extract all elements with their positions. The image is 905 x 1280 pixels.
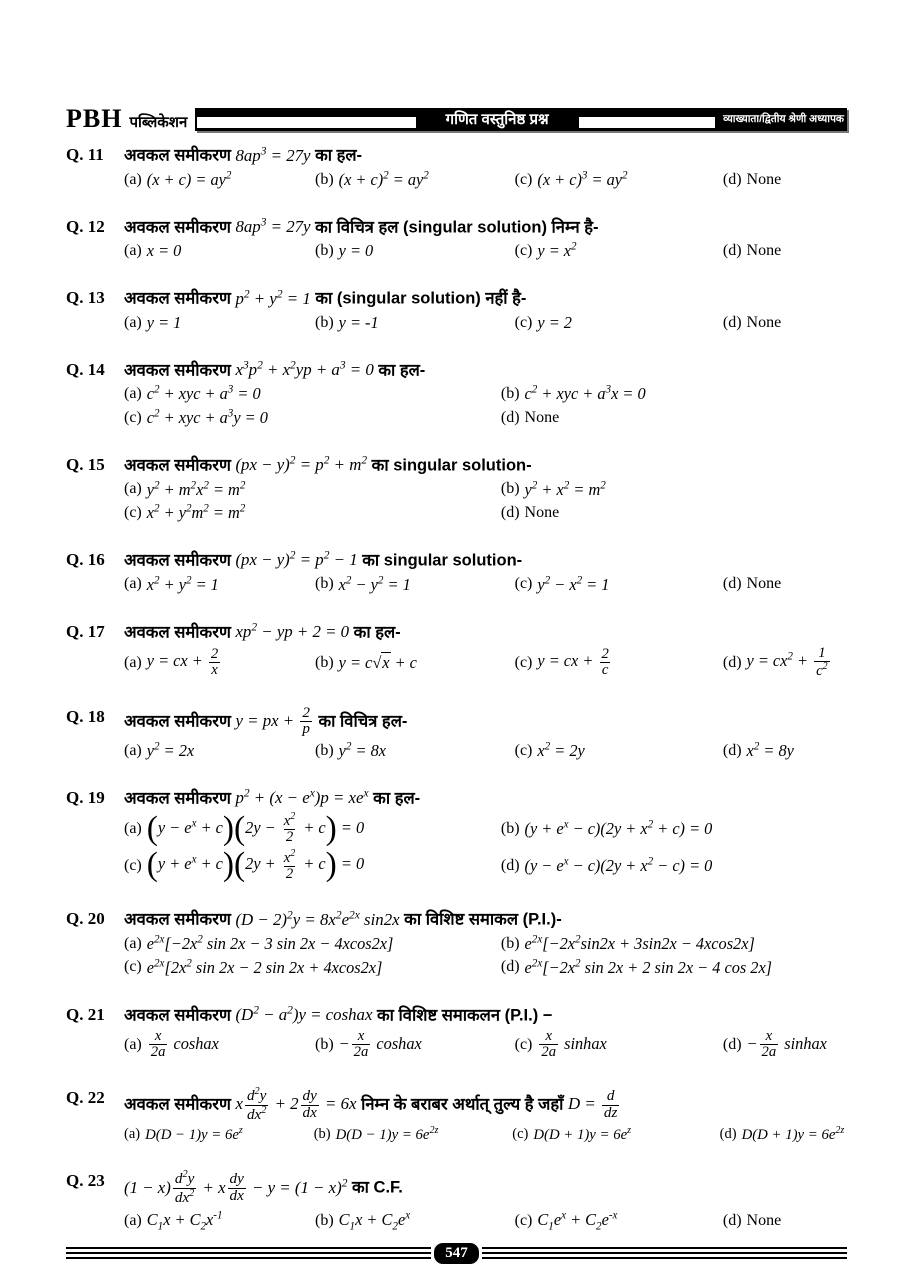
option-a xyxy=(124,313,305,333)
question-number: Q. 17 xyxy=(66,621,105,641)
option-label: (d) xyxy=(500,856,520,874)
question-row xyxy=(66,144,847,190)
option-label: (c) xyxy=(514,1211,533,1229)
question-statement: अवकल समीकरण x $\frac{d^2y}{dx^2}$ + 2 $\frac{dy}{dx}$ = 6x निम्न के बराबर अर्थात् तुल्य है जहाँ D = $\frac{d}{dz}$ xyxy=(124,1085,618,1123)
option-b xyxy=(314,1126,509,1145)
option-body: $y = cx^2$ + $\frac{1}{c^2}$ xyxy=(746,644,828,680)
option-b xyxy=(501,819,847,839)
option-a xyxy=(124,740,305,760)
option-b xyxy=(501,934,847,954)
option-label: (d) xyxy=(722,242,742,260)
option-c xyxy=(515,740,713,760)
question-row xyxy=(66,1087,847,1145)
option-body: $x^2 + y^2 = 1$ xyxy=(146,574,219,594)
option-label: (a) xyxy=(124,242,142,260)
page-number-badge: 547 xyxy=(434,1243,479,1264)
question-options xyxy=(124,809,847,884)
option-c xyxy=(515,169,713,189)
question-statement: अवकल समीकरण $(px - y)^2 = p^2 + m^2$ का singular solution- xyxy=(124,454,532,475)
option-body: None xyxy=(746,575,782,593)
option-body: $y^2 = 8x$ xyxy=(338,740,387,760)
header-bar-inset-right xyxy=(579,117,715,128)
option-label: (d) xyxy=(500,503,520,521)
option-b xyxy=(315,653,505,673)
option-d xyxy=(723,646,847,680)
option-label: (b) xyxy=(315,313,334,331)
option-body: $C_1x + C_2x^{-1}$ xyxy=(146,1209,223,1232)
publisher-logo xyxy=(66,106,195,132)
question-number: Q. 19 xyxy=(66,787,105,807)
option-label: (b) xyxy=(500,819,520,837)
option-body: x = 0 xyxy=(146,241,182,261)
question-statement: अवकल समीकरण $x^3p^2 + x^2yp + a^3 = 0$ का हल- xyxy=(124,359,426,380)
option-body: None xyxy=(524,408,560,426)
question-statement: अवकल समीकरण y = px + $\frac{2}{p}$ का विचित्र हल- xyxy=(124,704,408,738)
question-options xyxy=(124,313,847,333)
option-label: (c) xyxy=(514,653,533,671)
option-label: (c) xyxy=(124,856,142,874)
option-body: − $\frac{x}{2a}$ coshax xyxy=(338,1027,422,1061)
option-a xyxy=(124,1126,310,1145)
option-body: $c^2$ + xyc + $a^3 = 0$ xyxy=(146,383,261,404)
exam-name: व्याख्याता/द्वितीय श्रेणी अध्यापक xyxy=(723,113,844,125)
option-label: (b) xyxy=(500,934,520,952)
option-label: (d) xyxy=(722,1035,742,1053)
question-list xyxy=(66,134,847,1232)
question-statement: अवकल समीकरण $(px - y)^2 = p^2 - 1$ का singular solution- xyxy=(124,549,523,570)
option-label: (d) xyxy=(500,958,520,976)
question-row xyxy=(66,454,847,523)
option-body: $x^2 = 2y$ xyxy=(537,740,585,760)
option-body: $D(D + 1)y = 6e^z$ xyxy=(533,1125,632,1144)
option-label: (b) xyxy=(315,653,334,671)
option-c xyxy=(515,574,713,594)
option-label: (c) xyxy=(514,170,533,188)
question-number: Q. 11 xyxy=(66,145,104,164)
option-a xyxy=(124,479,491,499)
option-label: (b) xyxy=(315,170,334,188)
question-options xyxy=(124,1029,847,1061)
option-d xyxy=(501,855,847,875)
option-label: (a) xyxy=(124,575,142,593)
option-body: $(y + e^x + c)(2y$ + $\frac{x^2}{2}$ + c) = 0 xyxy=(146,846,365,884)
question-line xyxy=(66,1170,847,1207)
option-label: (d) xyxy=(722,313,742,331)
option-a xyxy=(124,934,491,954)
option-body: $y = x^2$ xyxy=(537,241,577,261)
option-label: (d) xyxy=(719,1126,737,1143)
option-label: (b) xyxy=(313,1126,331,1143)
question-statement: अवकल समीकरण $8ap^3 = 27y$ का विचित्र हल (singular solution) निम्न है- xyxy=(124,216,599,237)
option-body: $e^{2x}[-2x^2$ sin 2x − 3 sin 2x − 4xcos2x] xyxy=(146,933,394,954)
option-b xyxy=(315,313,505,333)
option-label: (a) xyxy=(124,385,142,403)
option-label: (a) xyxy=(124,1035,142,1053)
question-line xyxy=(66,359,847,382)
option-body: $\frac{x}{2a}$ coshax xyxy=(150,1027,219,1061)
option-b xyxy=(315,740,505,760)
question-line xyxy=(66,216,847,239)
option-label: (c) xyxy=(514,741,533,759)
option-label: (c) xyxy=(124,503,142,521)
option-body: $D(D + 1)y = 6e^{2z}$ xyxy=(741,1125,845,1144)
option-b xyxy=(315,1029,505,1061)
footer-rule-left xyxy=(66,1247,431,1259)
option-a xyxy=(124,384,491,404)
option-body: y = 1 xyxy=(146,312,182,332)
option-body: $y^2 - x^2 = 1$ xyxy=(537,574,610,594)
option-d xyxy=(501,504,847,522)
option-a xyxy=(124,241,305,261)
option-a xyxy=(124,1209,305,1232)
option-b xyxy=(315,169,505,189)
option-c xyxy=(515,647,713,679)
option-b xyxy=(315,1209,505,1232)
option-label: (a) xyxy=(124,170,142,188)
option-b xyxy=(501,384,847,404)
option-body: $y^2 + m^2x^2 = m^2$ xyxy=(146,479,246,499)
option-body: $x^2 = 8y$ xyxy=(746,740,794,760)
option-label: (a) xyxy=(124,313,142,331)
option-d xyxy=(723,740,847,760)
question-options xyxy=(124,1126,847,1145)
question-statement: (1 − x) $\frac{d^2y}{dx^2}$ + x $\frac{dy}{dx}$ − $y = (1 - x)^2$ का C.F. xyxy=(124,1169,403,1207)
publisher-name-hindi: पब्लिकेशन xyxy=(129,114,188,131)
option-body: $(x + c)^3 = ay^2$ xyxy=(537,169,628,189)
option-label: (a) xyxy=(124,1126,141,1143)
option-label: (a) xyxy=(124,1211,142,1229)
option-d xyxy=(723,314,847,332)
option-label: (c) xyxy=(124,958,142,976)
option-body: $x^2 + y^2m^2 = m^2$ xyxy=(146,502,246,522)
question-line xyxy=(66,287,847,310)
question-statement: अवकल समीकरण $(D - 2)^2y = 8x^2e^{2x}$ sin2x का विशिष्ट समाकल (P.I.)- xyxy=(124,909,562,930)
question-row xyxy=(66,549,847,595)
option-label: (a) xyxy=(124,480,142,498)
option-body: None xyxy=(746,170,782,188)
question-row xyxy=(66,1004,847,1061)
question-options xyxy=(124,169,847,189)
header-bar-inset-left xyxy=(197,117,415,128)
option-label: (d) xyxy=(722,1211,742,1229)
option-label: (d) xyxy=(722,741,742,759)
question-statement: अवकल समीकरण $8ap^3 = 27y$ का हल- xyxy=(124,145,363,165)
option-body: $(y - e^x - c)(2y + x^2 - c) = 0$ xyxy=(524,855,713,875)
option-body: $e^{2x}[-2x^2\sin 2x + 3\sin 2x - 4xcos2x]$ xyxy=(524,933,755,954)
option-body: $e^{2x}[-2x^2$ sin 2x + 2 sin 2x − 4 cos 2x] xyxy=(524,957,773,977)
option-body: y = cx + $\frac{2}{x}$ xyxy=(146,645,219,679)
option-body: $\frac{x}{2a}$ sinhax xyxy=(541,1027,607,1061)
header-bar xyxy=(195,108,847,131)
footer-rule-right xyxy=(482,1247,847,1259)
option-c xyxy=(124,846,491,884)
option-label: (b) xyxy=(315,1211,334,1229)
question-number: Q. 21 xyxy=(66,1004,105,1024)
question-row xyxy=(66,621,847,680)
option-body: $x^2 - y^2 = 1$ xyxy=(338,574,411,594)
question-line xyxy=(66,787,847,810)
question-options xyxy=(124,384,847,428)
question-line xyxy=(66,454,847,477)
option-body: $c^2$ + xyc + $a^3y = 0$ xyxy=(146,407,268,427)
question-statement: अवकल समीकरण $p^2 + y^2 = 1$ का (singular solution) नहीं है- xyxy=(124,288,527,308)
option-c xyxy=(515,1209,713,1232)
question-number: Q. 23 xyxy=(66,1171,105,1191)
option-body: $y^2 = 2x$ xyxy=(146,740,195,760)
option-c xyxy=(124,503,491,523)
publisher-name: PBH xyxy=(66,104,123,133)
option-c xyxy=(515,241,713,261)
option-label: (c) xyxy=(514,1035,533,1053)
question-number: Q. 13 xyxy=(66,288,105,308)
question-options xyxy=(124,241,847,261)
option-body: y = 0 xyxy=(338,241,374,261)
option-body: $C_1e^x + C_2e^{-x}$ xyxy=(537,1209,618,1232)
question-row xyxy=(66,216,847,262)
option-body: $C_1x + C_2e^x$ xyxy=(338,1209,411,1232)
option-body: y = 2 xyxy=(537,312,572,332)
option-a xyxy=(124,574,305,594)
question-line xyxy=(66,1004,847,1027)
option-body: y = -1 xyxy=(338,312,379,332)
question-statement: अवकल समीकरण $p^2 + (x - e^x)p = xe^x$ का हल- xyxy=(124,787,421,808)
question-row xyxy=(66,706,847,761)
option-d xyxy=(723,575,847,593)
question-options xyxy=(124,646,847,680)
option-d xyxy=(723,1029,847,1061)
option-body: y = cx + $\frac{2}{c}$ xyxy=(537,645,609,679)
question-row xyxy=(66,908,847,977)
option-body: None xyxy=(746,313,782,331)
option-c xyxy=(124,957,491,977)
question-number: Q. 22 xyxy=(66,1087,105,1107)
option-a xyxy=(124,809,491,847)
option-label: (c) xyxy=(124,408,142,426)
option-label: (b) xyxy=(500,385,520,403)
option-c xyxy=(124,407,491,427)
question-options xyxy=(124,740,847,760)
option-body: $(x + c)^2 = ay^2$ xyxy=(338,169,429,189)
option-label: (b) xyxy=(315,741,334,759)
option-label: (a) xyxy=(124,741,142,759)
option-c xyxy=(512,1126,715,1145)
option-a xyxy=(124,1029,305,1061)
question-number: Q. 12 xyxy=(66,216,105,236)
option-label: (a) xyxy=(124,819,142,837)
question-options xyxy=(124,479,847,523)
option-body: $D(D - 1)y = 6e^{2z}$ xyxy=(335,1125,439,1144)
chapter-title: गणित वस्तुनिष्ठ प्रश्न xyxy=(445,111,549,128)
option-label: (b) xyxy=(315,575,334,593)
option-label: (d) xyxy=(722,575,742,593)
question-number: Q. 15 xyxy=(66,454,105,474)
option-body: $D(D - 1)y = 6e^z$ xyxy=(145,1125,243,1144)
question-line xyxy=(66,144,847,167)
option-d xyxy=(723,242,847,260)
question-number: Q. 18 xyxy=(66,706,105,726)
question-line xyxy=(66,621,847,644)
question-row xyxy=(66,287,847,332)
question-row xyxy=(66,1170,847,1232)
option-label: (a) xyxy=(124,653,142,671)
question-options xyxy=(124,1209,847,1232)
option-label: (b) xyxy=(315,242,334,260)
option-label: (d) xyxy=(722,170,742,188)
question-number: Q. 16 xyxy=(66,549,105,569)
option-c xyxy=(515,1029,713,1061)
option-label: (c) xyxy=(512,1126,529,1143)
option-body: $e^{2x}[2x^2$ sin 2x − 2 sin 2x + 4xcos2x] xyxy=(146,957,383,977)
page-footer xyxy=(66,1238,847,1268)
question-line xyxy=(66,706,847,739)
question-number: Q. 20 xyxy=(66,909,105,929)
option-d xyxy=(501,409,847,427)
option-body: $y^2 + x^2 = m^2$ xyxy=(524,479,606,499)
option-label: (d) xyxy=(722,653,742,671)
option-d xyxy=(501,957,847,977)
option-d xyxy=(723,171,847,189)
option-d xyxy=(723,1212,847,1230)
option-body: − $\frac{x}{2a}$ sinhax xyxy=(746,1027,827,1061)
option-label: (a) xyxy=(124,934,142,952)
question-row xyxy=(66,787,847,883)
option-body: $(y - e^x + c)(2y$ − $\frac{x^2}{2}$ + c) = 0 xyxy=(146,809,365,847)
question-line xyxy=(66,908,847,931)
option-body: $(x + c) = ay^2$ xyxy=(146,169,232,189)
option-body: None xyxy=(746,1211,782,1229)
option-label: (b) xyxy=(315,1035,334,1053)
question-statement: अवकल समीकरण $(D^2 - a^2)y$ = coshax का विशिष्ट समाकलन (P.I.) − xyxy=(124,1004,553,1025)
option-label: (c) xyxy=(514,575,533,593)
option-a xyxy=(124,169,305,189)
option-a xyxy=(124,647,305,679)
question-statement: अवकल समीकरण $xp^2$ − yp + 2 = 0 का हल- xyxy=(124,621,401,642)
option-c xyxy=(515,313,713,333)
option-body: y = c√x + c xyxy=(338,652,417,672)
option-body: None xyxy=(746,242,782,260)
option-b xyxy=(315,241,505,261)
question-line xyxy=(66,549,847,572)
option-label: (d) xyxy=(500,408,520,426)
option-body: None xyxy=(524,503,560,521)
question-line xyxy=(66,1087,847,1124)
question-number: Q. 14 xyxy=(66,359,105,379)
option-label: (c) xyxy=(514,313,533,331)
option-d xyxy=(720,1126,847,1145)
question-row xyxy=(66,359,847,428)
question-options xyxy=(124,574,847,594)
question-options xyxy=(124,934,847,978)
option-label: (c) xyxy=(514,242,533,260)
option-body: $c^2$ + xyc + $a^3x = 0$ xyxy=(524,383,646,404)
page-header xyxy=(66,104,847,134)
option-b xyxy=(501,479,847,499)
option-body: $(y + e^x - c)(2y + x^2 + c) = 0$ xyxy=(524,818,713,839)
option-b xyxy=(315,574,505,594)
option-label: (b) xyxy=(500,480,520,498)
